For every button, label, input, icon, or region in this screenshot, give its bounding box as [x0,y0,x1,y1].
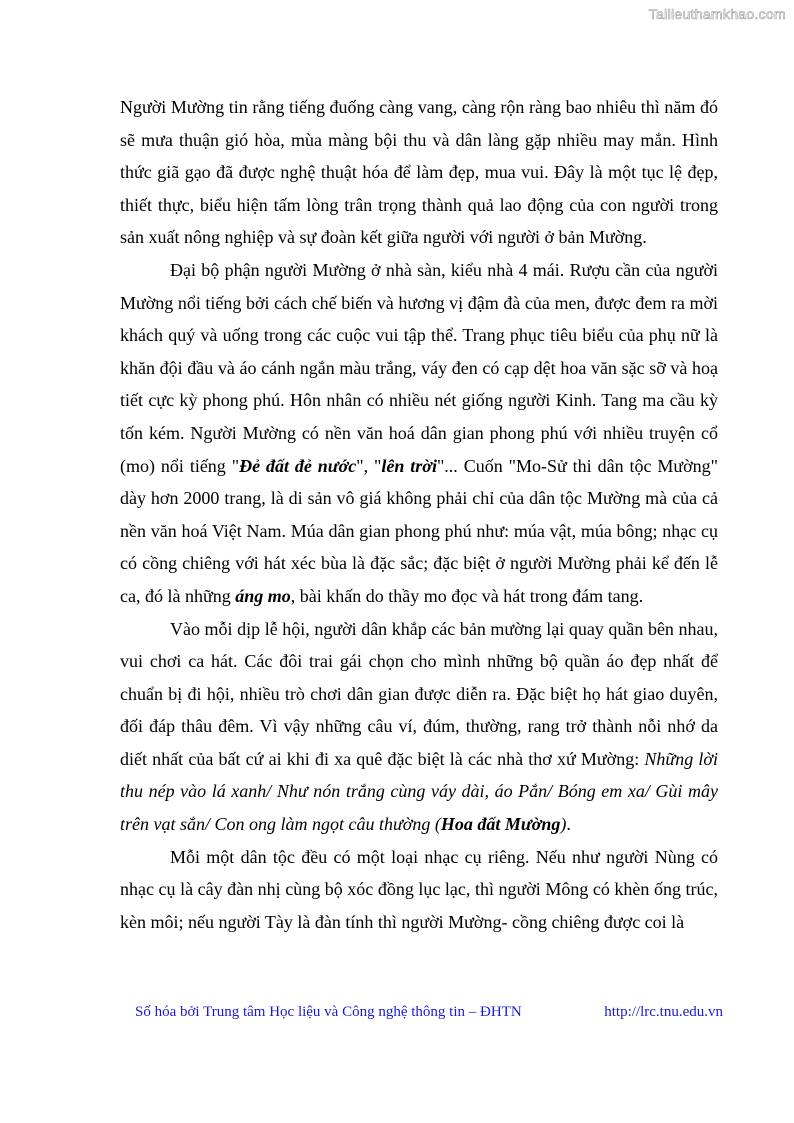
paragraph-2 [120,254,718,613]
paragraph-2-separator: ", " [356,455,382,476]
paragraph-4: Mỗi một dân tộc đều có một loại nhạc cụ riêng. Nếu như người Nùng có nhạc cụ là cây đàn nhị cùng bộ xóc đồng lục lạc, thì người Mông có khèn ống trúc, kèn môi; nếu người Tày là đàn tính thì người Mường- cồng chiêng được coi là [120,846,718,932]
paragraph-3-period: . [566,814,571,835]
poem-close: ) [560,814,567,835]
poem-lines: Những lời thu nép vào lá xanh/ Như nón trắng cùng váy dài, áo Pắn/ Bóng em xa/ Gùi mây trên vạt sắn/ Con ong làm ngọt câu thường ( [120,748,719,835]
page-footer [135,1004,723,1021]
footer-credit: Số hóa bởi Trung tâm Học liệu và Công nghệ thông tin – ĐHTN [135,1004,522,1020]
paragraph-2-text-continued: "... Cuốn "Mo-Sử thi dân tộc Mường" dày hơn 2000 trang, là di sản vô giá không phải chỉ của dân tộc Mường mà của cả nền văn hoá Việt Nam. Múa dân gian phong phú như: múa vật, múa bông; nhạc cụ có cồng chiêng với hát xéc bùa là đặc sắc; đặc biệt ở người Mường phải kể đến lễ ca, đó là những [120,455,719,606]
term-ang-mo: áng mo [235,585,291,606]
paragraph-2-text: Đại bộ phận người Mường ở nhà sàn, kiểu nhà 4 mái. Rượu cần của người Mường nổi tiếng bởi cách chế biến và hương vị đậm đà của men, được đem ra mời khách quý và uống trong các cuộc vui tập thể. Trang phục tiêu biểu của phụ nữ là khăn đội đầu và áo cánh ngắn màu trắng, váy đen có cạp dệt hoa văn sặc sỡ và hoạ tiết cực kỳ phong phú. Hôn nhân có nhiều nét giống người Kinh. Tang ma cầu kỳ tốn kém. Người Mường có nền văn hoá dân gian phong phú với nhiều truyện cổ (mo) nổi tiếng " [120,259,718,476]
poem-title: Hoa đất Mường [440,814,561,835]
page-body [120,91,718,938]
paragraph-3-text: Vào mỗi dịp lễ hội, người dân khắp các bản mường lại quay quần bên nhau, vui chơi ca hát. Các đôi trai gái chọn cho mình những bộ quần áo đẹp nhất để chuẩn bị đi hội, nhiều trò chơi dân gian được diễn ra. Đặc biệt họ hát giao duyên, đối đáp thâu đêm. Vì vậy những câu ví, đúm, thường, rang trở thành nỗi nhớ da diết nhất của bất cứ ai khi đi xa quê đặc biệt là các nhà thơ xứ Mường: [120,618,718,769]
footer-url[interactable]: http://lrc.tnu.edu.vn [604,1004,723,1020]
paragraph-2-text-end: , bài khấn do thầy mo đọc và hát trong đám tang. [290,585,644,606]
watermark: Tailieuthamkhao.com [648,6,786,22]
story-title-len-troi: lên trời [381,455,437,476]
paragraph-1: Người Mường tin rằng tiếng đuống càng vang, càng rộn ràng bao nhiêu thì năm đó sẽ mưa thuận gió hòa, mùa màng bội thu và dân làng gặp nhiều may mắn. Hình thức giã gạo đã được nghệ thuật hóa để làm đẹp, mua vui. Đây là một tục lệ đẹp, thiết thực, biểu hiện tấm lòng trân trọng thành quả lao động của con người trong sản xuất nông nghiệp và sự đoàn kết giữa người với người ở bản Mường. [120,97,718,248]
story-title-de-dat-de-nuoc: Đẻ đất đẻ nước [239,455,357,476]
paragraph-3 [120,613,718,841]
